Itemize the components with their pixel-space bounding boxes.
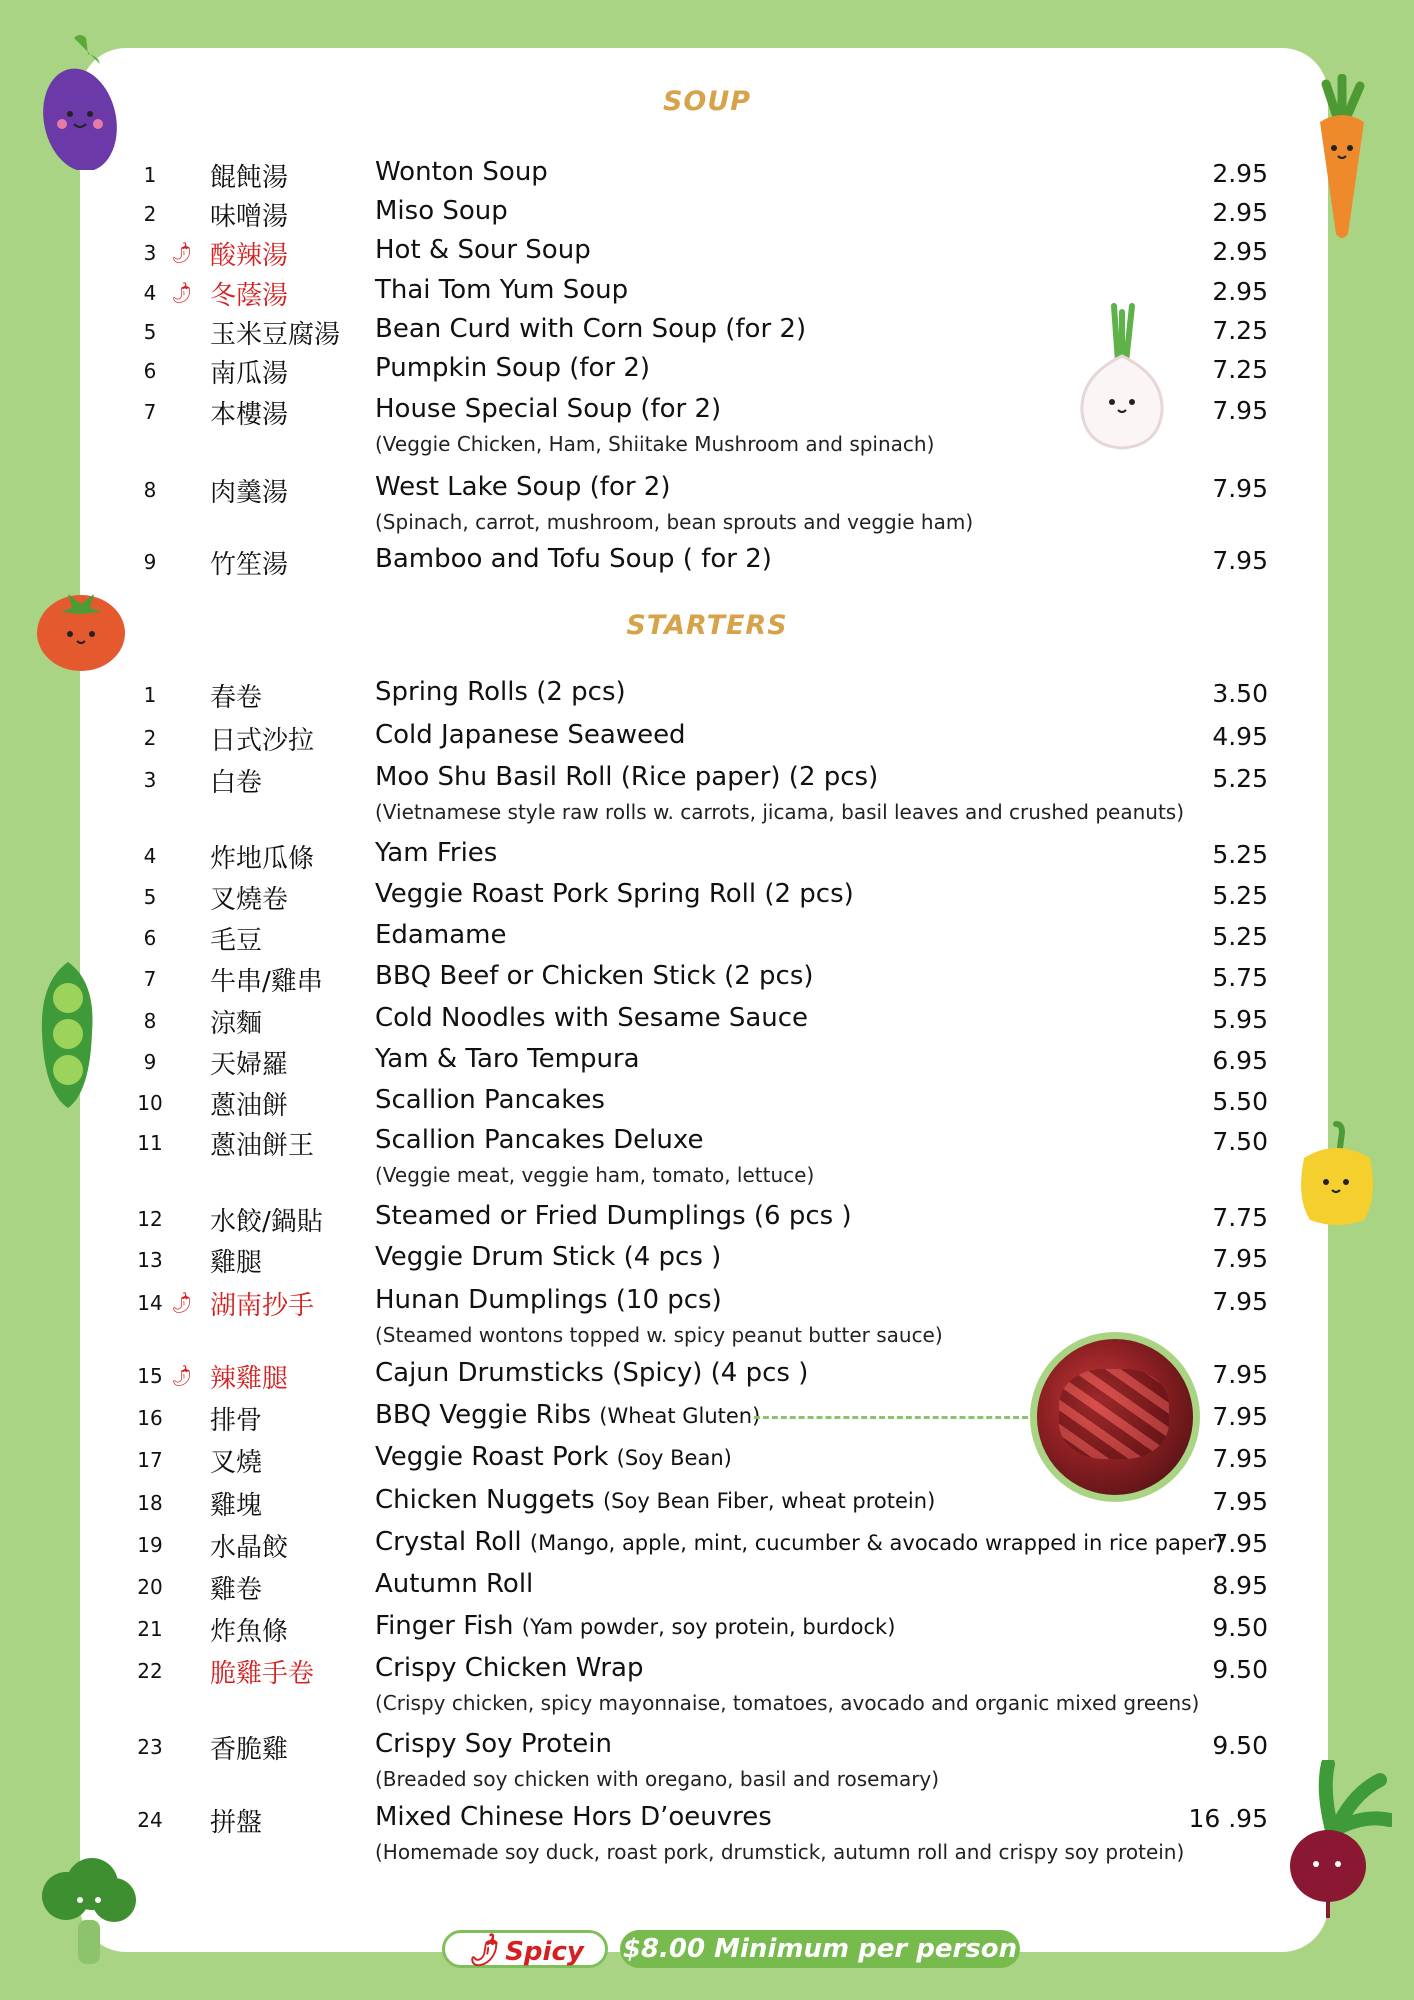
item-price: 2.95 [1212, 159, 1268, 188]
item-name-text: Bean Curd with Corn Soup (for 2) [375, 314, 807, 344]
item-chinese-name: 天婦羅 [210, 1050, 289, 1080]
item-name-text: Spring Rolls (2 pcs) [375, 677, 626, 707]
item-number: 2 [143, 202, 157, 226]
item-name-text: House Special Soup (for 2) [375, 394, 722, 424]
item-chinese-name: 炸地瓜條 [210, 844, 315, 874]
item-number: 17 [137, 1448, 163, 1472]
starters-menu-item [0, 959, 1414, 999]
item-chinese-name: 日式沙拉 [210, 726, 315, 756]
item-chinese-name: 香脆雞 [210, 1735, 289, 1765]
item-chinese-name: 牛串/雞串 [210, 967, 323, 997]
item-chinese-name: 叉燒卷 [210, 885, 289, 915]
item-english-name [375, 157, 548, 187]
bbq-ribs-photo [1030, 1332, 1200, 1502]
item-name-text: Finger Fish [375, 1611, 514, 1641]
item-price: 5.75 [1212, 963, 1268, 992]
item-number: 11 [137, 1131, 163, 1155]
item-english-name [375, 1485, 935, 1515]
item-english-name [375, 196, 508, 226]
item-chinese-name: 水餃/鍋貼 [210, 1207, 323, 1237]
starters-menu-item [0, 1199, 1414, 1239]
item-chinese-name: 湖南抄手 [210, 1291, 315, 1321]
item-number: 2 [143, 726, 157, 750]
item-name-text: Cajun Drumsticks (Spicy) (4 pcs ) [375, 1358, 809, 1388]
item-english-name [375, 314, 806, 344]
item-number: 14 [137, 1291, 163, 1315]
item-chinese-name: 毛豆 [210, 926, 263, 956]
starters-menu-item [0, 675, 1414, 715]
item-english-name [375, 1125, 703, 1155]
item-english-name [375, 1442, 732, 1472]
minimum-charge-label: $8.00 Minimum per person [622, 1934, 1018, 1964]
item-price: 5.95 [1212, 1005, 1268, 1034]
item-price: 5.50 [1212, 1087, 1268, 1116]
starters-menu-item [0, 1727, 1414, 1767]
soup-section-title: SOUP [662, 86, 752, 117]
item-english-name [375, 762, 878, 792]
item-english-name [375, 961, 814, 991]
item-chinese-name: 白卷 [210, 768, 263, 798]
item-english-name [375, 275, 628, 305]
item-chinese-name: 雞卷 [210, 1575, 263, 1605]
item-description: (Crispy chicken, spicy mayonnaise, tomatoes, avocado and organic mixed greens) [375, 1691, 1200, 1715]
item-chinese-name: 炸魚條 [210, 1617, 289, 1647]
chili-icon: 🌶 [462, 1932, 504, 1972]
item-number: 24 [137, 1808, 163, 1832]
ribs-callout-line [754, 1416, 1028, 1419]
item-chinese-name: 餛飩湯 [210, 163, 289, 193]
item-number: 1 [143, 163, 157, 187]
item-english-name [375, 720, 686, 750]
item-price: 7.95 [1212, 474, 1268, 503]
item-note: (Mango, apple, mint, cucumber & avocado wrapped in rice paper) [529, 1531, 1224, 1555]
item-english-name [375, 1358, 808, 1388]
item-number: 1 [143, 683, 157, 707]
starters-menu-item [0, 1042, 1414, 1082]
item-name-text: Autumn Roll [375, 1569, 534, 1599]
item-english-name [375, 353, 650, 383]
item-chinese-name: 辣雞腿 [210, 1364, 289, 1394]
item-english-name [375, 1400, 760, 1430]
item-chinese-name: 雞塊 [210, 1491, 263, 1521]
item-name-text: Mixed Chinese Hors D’oeuvres [375, 1802, 772, 1832]
starters-menu-item [0, 1525, 1414, 1565]
item-price: 2.95 [1212, 237, 1268, 266]
item-price: 7.95 [1212, 396, 1268, 425]
item-price: 6.95 [1212, 1046, 1268, 1075]
item-price: 9.50 [1212, 1655, 1268, 1684]
item-english-name [375, 1653, 643, 1683]
item-name-text: Hunan Dumplings (10 pcs) [375, 1285, 722, 1315]
starters-menu-item [0, 1800, 1414, 1840]
starters-menu-item [0, 718, 1414, 758]
soup-menu-item [0, 194, 1414, 234]
item-number: 9 [143, 550, 157, 574]
item-name-text: Crispy Soy Protein [375, 1729, 612, 1759]
item-chinese-name: 蔥油餅王 [210, 1131, 315, 1161]
chili-icon: 🌶 [167, 239, 196, 268]
spicy-legend-label: Spicy [505, 1937, 584, 1967]
item-name-text: Steamed or Fried Dumplings (6 pcs ) [375, 1201, 852, 1231]
item-price: 3.50 [1212, 679, 1268, 708]
item-price: 7.95 [1212, 1529, 1268, 1558]
item-chinese-name: 味噌湯 [210, 202, 289, 232]
item-price: 7.75 [1212, 1203, 1268, 1232]
item-number: 9 [143, 1050, 157, 1074]
item-english-name [375, 838, 497, 868]
item-price: 5.25 [1212, 764, 1268, 793]
starters-menu-item [0, 760, 1414, 800]
item-english-name [375, 1201, 852, 1231]
item-note: (Soy Bean Fiber, wheat protein) [602, 1489, 936, 1513]
item-name-text: Veggie Roast Pork Spring Roll (2 pcs) [375, 879, 854, 909]
item-name-text: Moo Shu Basil Roll (Rice paper) (2 pcs) [375, 762, 879, 792]
starters-menu-item [0, 1483, 1414, 1523]
item-english-name [375, 1285, 722, 1315]
soup-menu-item [0, 351, 1414, 391]
item-price: 7.25 [1212, 355, 1268, 384]
item-price: 16 .95 [1188, 1804, 1268, 1833]
item-number: 19 [137, 1533, 163, 1557]
item-english-name [375, 920, 506, 950]
item-price: 2.95 [1212, 198, 1268, 227]
item-description: (Homemade soy duck, roast pork, drumstick, autumn roll and crispy soy protein) [375, 1840, 1185, 1864]
starters-menu-item [0, 1123, 1414, 1163]
starters-menu-item [0, 1001, 1414, 1041]
item-chinese-name: 南瓜湯 [210, 359, 289, 389]
item-english-name [375, 1802, 772, 1832]
item-name-text: Hot & Sour Soup [375, 235, 591, 265]
item-number: 7 [143, 967, 157, 991]
starters-menu-item [0, 1651, 1414, 1691]
starters-menu-item [0, 877, 1414, 917]
item-english-name [375, 235, 591, 265]
item-number: 4 [143, 844, 157, 868]
item-name-text: Yam Fries [375, 838, 498, 868]
item-name-text: Cold Japanese Seaweed [375, 720, 686, 750]
item-name-text: BBQ Beef or Chicken Stick (2 pcs) [375, 961, 814, 991]
item-chinese-name: 肉羹湯 [210, 478, 289, 508]
item-english-name [375, 1611, 895, 1641]
starters-menu-item [0, 1083, 1414, 1123]
starters-menu-item [0, 1283, 1414, 1323]
chili-icon: 🌶 [167, 1362, 196, 1391]
starters-menu-item [0, 1440, 1414, 1480]
item-price: 7.95 [1212, 1244, 1268, 1273]
starters-menu-item [0, 1240, 1414, 1280]
item-english-name [375, 1003, 808, 1033]
soup-menu-item [0, 233, 1414, 273]
item-number: 18 [137, 1491, 163, 1515]
item-price: 2.95 [1212, 277, 1268, 306]
item-chinese-name: 脆雞手卷 [210, 1659, 315, 1689]
item-number: 20 [137, 1575, 163, 1599]
item-chinese-name: 水晶餃 [210, 1533, 289, 1563]
item-description: (Spinach, carrot, mushroom, bean sprouts and veggie ham) [375, 510, 974, 534]
soup-menu-item [0, 155, 1414, 195]
beet-icon [1282, 1760, 1392, 1920]
item-number: 3 [143, 768, 157, 792]
item-name-text: Wonton Soup [375, 157, 548, 187]
item-chinese-name: 涼麵 [210, 1009, 263, 1039]
soup-menu-item [0, 470, 1414, 510]
soup-menu-item [0, 392, 1414, 432]
item-chinese-name: 竹笙湯 [210, 550, 289, 580]
item-name-text: Bamboo and Tofu Soup ( for 2) [375, 544, 772, 574]
item-english-name [375, 394, 721, 424]
item-description: (Steamed wontons topped w. spicy peanut butter sauce) [375, 1323, 943, 1347]
soup-menu-item [0, 542, 1414, 582]
item-name-text: Scallion Pancakes [375, 1085, 605, 1115]
item-name-text: BBQ Veggie Ribs [375, 1400, 591, 1430]
item-english-name [375, 1527, 1224, 1557]
item-name-text: Crispy Chicken Wrap [375, 1653, 644, 1683]
item-english-name [375, 879, 854, 909]
item-chinese-name: 蔥油餅 [210, 1091, 289, 1121]
starters-menu-item [0, 1356, 1414, 1396]
item-name-text: Veggie Roast Pork [375, 1442, 609, 1472]
item-number: 6 [143, 359, 157, 383]
item-price: 7.95 [1212, 1360, 1268, 1389]
item-number: 6 [143, 926, 157, 950]
item-name-text: Crystal Roll [375, 1527, 522, 1557]
item-number: 3 [143, 241, 157, 265]
item-chinese-name: 春卷 [210, 683, 263, 713]
item-number: 15 [137, 1364, 163, 1388]
item-price: 4.95 [1212, 722, 1268, 751]
item-price: 9.50 [1212, 1731, 1268, 1760]
item-chinese-name: 酸辣湯 [210, 241, 289, 271]
item-english-name [375, 544, 772, 574]
item-number: 4 [143, 281, 157, 305]
soup-menu-item [0, 273, 1414, 313]
chili-icon: 🌶 [167, 279, 196, 308]
soup-menu-item [0, 312, 1414, 352]
item-number: 8 [143, 1009, 157, 1033]
broccoli-icon [36, 1856, 140, 1966]
item-price: 5.25 [1212, 840, 1268, 869]
item-price: 7.95 [1212, 1487, 1268, 1516]
item-chinese-name: 排骨 [210, 1406, 263, 1436]
starters-menu-item [0, 836, 1414, 876]
item-chinese-name: 冬蔭湯 [210, 281, 289, 311]
item-english-name [375, 1085, 605, 1115]
starters-section-title: STARTERS [626, 610, 788, 641]
item-price: 5.25 [1212, 881, 1268, 910]
item-name-text: Yam & Taro Tempura [375, 1044, 640, 1074]
item-price: 8.95 [1212, 1571, 1268, 1600]
item-name-text: Veggie Drum Stick (4 pcs ) [375, 1242, 722, 1272]
item-name-text: Scallion Pancakes Deluxe [375, 1125, 704, 1155]
starters-menu-item [0, 1398, 1414, 1438]
item-name-text: Miso Soup [375, 196, 508, 226]
item-description: (Vietnamese style raw rolls w. carrots, jicama, basil leaves and crushed peanuts) [375, 800, 1185, 824]
item-number: 23 [137, 1735, 163, 1759]
item-chinese-name: 本樓湯 [210, 400, 289, 430]
item-number: 13 [137, 1248, 163, 1272]
item-name-text: Pumpkin Soup (for 2) [375, 353, 651, 383]
item-description: (Breaded soy chicken with oregano, basil and rosemary) [375, 1767, 940, 1791]
item-price: 7.95 [1212, 1287, 1268, 1316]
item-price: 7.25 [1212, 316, 1268, 345]
item-name-text: Edamame [375, 920, 507, 950]
item-number: 5 [143, 320, 157, 344]
starters-menu-item [0, 1567, 1414, 1607]
item-price: 7.95 [1212, 546, 1268, 575]
item-number: 7 [143, 400, 157, 424]
item-english-name [375, 1569, 533, 1599]
item-english-name [375, 1044, 640, 1074]
item-number: 12 [137, 1207, 163, 1231]
chili-icon: 🌶 [167, 1289, 196, 1318]
item-number: 5 [143, 885, 157, 909]
starters-menu-item [0, 1609, 1414, 1649]
item-price: 7.95 [1212, 1444, 1268, 1473]
item-chinese-name: 叉燒 [210, 1448, 263, 1478]
item-price: 9.50 [1212, 1613, 1268, 1642]
item-description: (Veggie meat, veggie ham, tomato, lettuce) [375, 1163, 815, 1187]
item-number: 22 [137, 1659, 163, 1683]
item-number: 8 [143, 478, 157, 502]
item-note: (Wheat Gluten) [599, 1404, 761, 1428]
item-name-text: West Lake Soup (for 2) [375, 472, 671, 502]
item-english-name [375, 677, 626, 707]
item-price: 7.50 [1212, 1127, 1268, 1156]
item-english-name [375, 1242, 721, 1272]
item-name-text: Thai Tom Yum Soup [375, 275, 629, 305]
item-note: (Yam powder, soy protein, burdock) [521, 1615, 896, 1639]
item-name-text: Chicken Nuggets [375, 1485, 595, 1515]
item-note: (Soy Bean) [616, 1446, 732, 1470]
item-number: 21 [137, 1617, 163, 1641]
item-chinese-name: 玉米豆腐湯 [210, 320, 341, 350]
item-name-text: Cold Noodles with Sesame Sauce [375, 1003, 809, 1033]
item-english-name [375, 1729, 612, 1759]
starters-menu-item [0, 918, 1414, 958]
item-number: 10 [137, 1091, 163, 1115]
spicy-legend-badge [442, 1930, 608, 1972]
item-number: 16 [137, 1406, 163, 1430]
minimum-charge-badge [620, 1930, 1020, 1968]
item-chinese-name: 拼盤 [210, 1808, 263, 1838]
item-description: (Veggie Chicken, Ham, Shiitake Mushroom and spinach) [375, 432, 935, 456]
item-price: 7.95 [1212, 1402, 1268, 1431]
item-price: 5.25 [1212, 922, 1268, 951]
item-chinese-name: 雞腿 [210, 1248, 263, 1278]
item-english-name [375, 472, 671, 502]
